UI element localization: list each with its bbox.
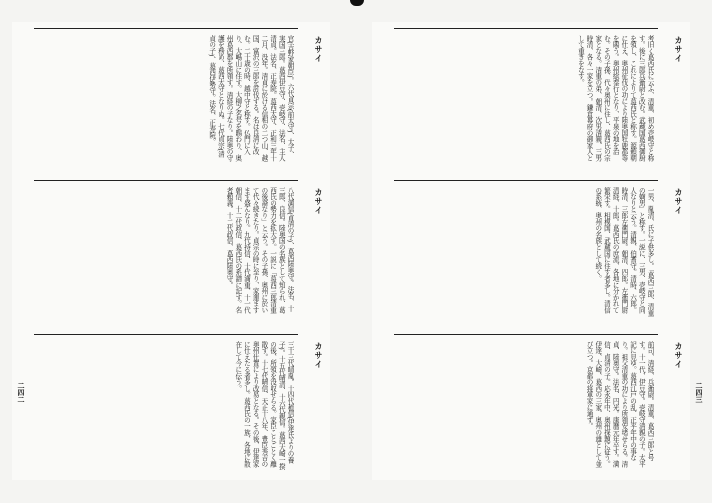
left-band-3-text: 三十三代晴胤。十四代稙信(伊達氏よりの養子)。十五代晴清、十六代親信。葛西大崎一揆の後、所領を没収せらる。家臣ことごとく離散す。十七代晴信、天正十八年、豊臣秀吉の奥州仕置により改易となる。その後、伊達家に仕えたる者多し。葛西氏の一族、各地に散在して今に伝う。 (233, 341, 294, 470)
left-band-1-text: 官(吉野家朝臣)。六代貞宗(前太守)、太子、実国三郎。葛西伊豆守、壱岐守、法名、主人清貞。法名、正寿院。葛西太守、正和三年十二月、没年。清貞に於ける信相の二つ山、越国、富沢の三郎を討伐する。名は良清に改む。二十歳の時、越中守と称す。仏門に入り、大嶋山に住す。大柳之名号を賜わり、奥州葛西郡を所領す。清経の子なり。陸奥の守護を務め、葛西太守となりぬ。七代貞宗(清貞の子)、葛西伊勢守。法名、正寿院。 (207, 35, 294, 162)
right-band-2-text: 一男、胤清、氏に子供多し。「葛西三郎、清重の嫡男」と称す。一説に、三男、壱岐守と同人なりと云う。清親、伯耆守。清時、六郎。時清、三郎左衛門尉。朝清、四郎。左衛門尉清経、十郎。葛西氏の庶流、各地に分かれて繁栄す。相模国、武蔵国に住す者多し。清信の系統、奥州の名族として続く。 (593, 187, 654, 317)
left-running-head-2: カサイ (314, 188, 323, 215)
left-band-2-text: 八代満信(貞清の子)、葛西陸奥守。法名、十三郎、良信。陸奥国の名族として知られ、葛西氏の勢力を拡大す。一説に「葛西三郎清重の後裔なり」と云う。その子孫、奥州に於いて代々続きたり。貞宗の時に至り、家運ますます盛んなり。九代持信、十代満重、十一代朝信、十二代政信、葛西氏の系譜に記す。名者頼義。十二代政信、葛西陸奥守。 (225, 187, 294, 314)
left-page (12, 22, 330, 480)
right-running-head-1: カサイ (674, 36, 683, 63)
right-band-1 (394, 28, 658, 167)
right-band-3 (394, 334, 658, 475)
left-running-head-1: カサイ (314, 36, 323, 63)
left-band-3 (34, 334, 298, 475)
right-page (372, 22, 703, 480)
right-running-head-3: カサイ (674, 342, 683, 369)
right-folio: 二四三 (695, 382, 703, 403)
right-band-1-text: 考旧く葛西氏に云ふ、清重、初め壱岐守と称す。後に三郎兵衛尉と改む。武蔵国葛西御厨を領し、これによりて葛西氏と称す。源頼朝に仕え、奥州征伐の功により陸奥国牡鹿郡等を賜う。奥州総奉行となり、平泉の地を治む。その子孫、代々奥州に住し、葛西氏の宗家となる。清重の弟、朝清、次男清親、三男時清、各々一家を立つ。鎌倉幕府の御家人として重きをなす。 (576, 35, 654, 162)
right-band-2 (394, 180, 658, 321)
left-running-head-3: カサイ (314, 342, 323, 369)
left-folio: 二四二 (17, 382, 25, 403)
left-band-2 (34, 180, 298, 321)
left-band-1 (34, 28, 298, 167)
right-running-head-2: カサイ (674, 188, 683, 215)
header-ornament (350, 0, 364, 6)
right-band-3-text: 前司、清経、兵衛尉。清重、葛西三郎と号す。十一代、伊豆守。壱岐守清親の子。太平記に見ゆ。葛西江戸の乱、正平年中の事なり。祖父清重の功により所領安堵せらる。清貞、陸奥守。法名、円光。康暦元年卒す。満信、貞清の子。応永年中、奥州探題に従う。伊達、大崎、葛西の三家、奥州の雄として並び立つ。京都の将軍家に通ず。 (585, 341, 654, 468)
